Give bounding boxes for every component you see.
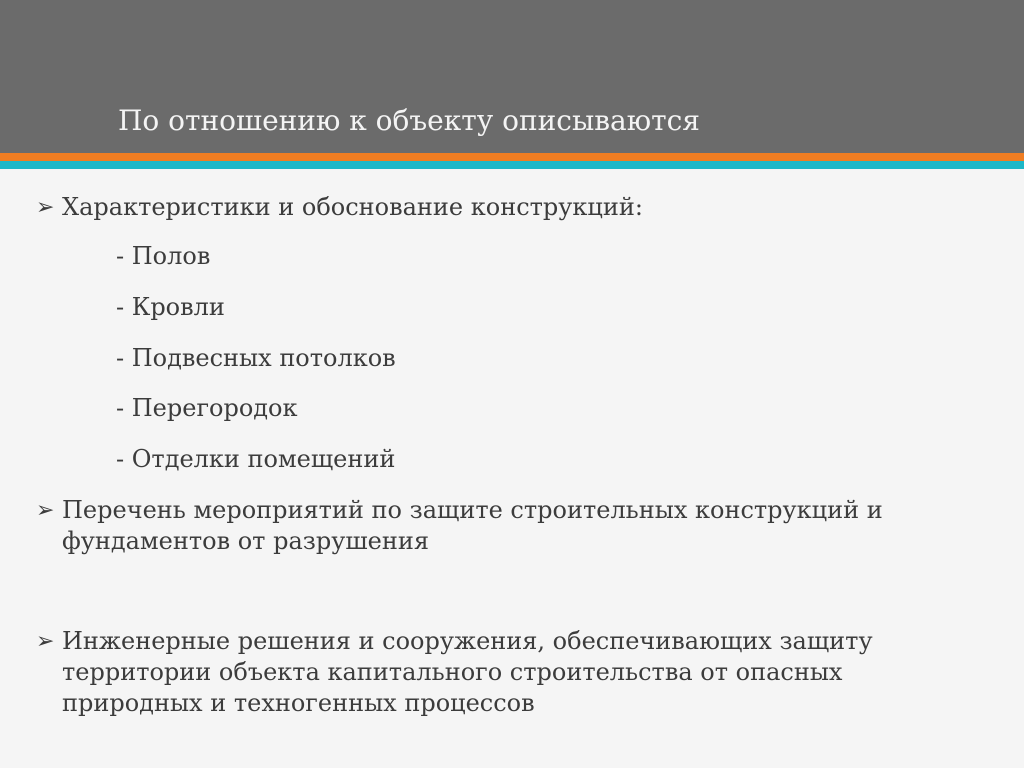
bullet-text-line: природных и техногенных процессов <box>62 689 535 717</box>
bullet-text-line: Перечень мероприятий по защите строительных конструкций и <box>62 496 883 524</box>
bullet-text-line: территории объекта капитального строительства от опасных <box>62 658 843 686</box>
bullet-engineering-solutions <box>32 626 992 719</box>
sub-item-room-finishing: - Отделки помещений <box>116 445 396 473</box>
arrow-bullet-icon: ➢ <box>36 195 55 220</box>
sub-item-suspended-ceilings: - Подвесных потолков <box>116 344 396 372</box>
bullet-protection-measures <box>32 495 992 557</box>
arrow-bullet-icon: ➢ <box>36 498 55 523</box>
sub-item-floors: - Полов <box>116 242 211 270</box>
bullet-construction-characteristics <box>32 192 992 223</box>
bullet-text-line: Инженерные решения и сооружения, обеспечивающих защиту <box>62 627 873 655</box>
orange-stripe <box>0 153 1024 161</box>
teal-stripe <box>0 161 1024 169</box>
bullet-text: Характеристики и обоснование конструкций: <box>62 193 643 221</box>
sub-item-roofs: - Кровли <box>116 293 225 321</box>
bullet-text-line: фундаментов от разрушения <box>62 527 429 555</box>
slide-title: По отношению к объекту описываются <box>118 104 700 137</box>
sub-item-partitions: - Перегородок <box>116 394 298 422</box>
arrow-bullet-icon: ➢ <box>36 629 55 654</box>
